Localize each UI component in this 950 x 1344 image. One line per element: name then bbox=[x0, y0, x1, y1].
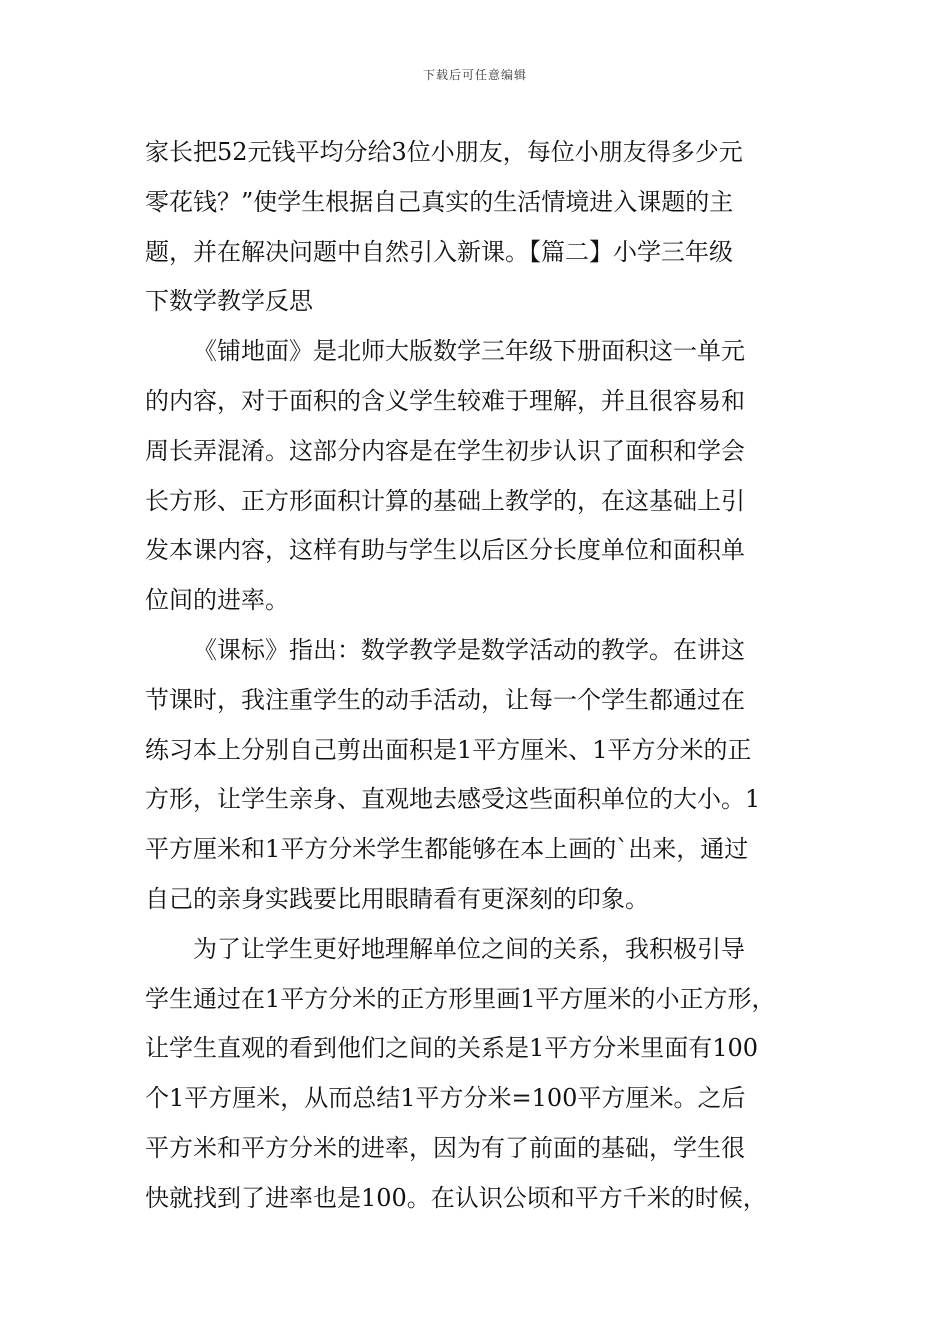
text-line: 《课标》指出：数学教学是数学活动的教学。在讲这 bbox=[193, 635, 745, 664]
text-line: 《铺地面》是北师大版数学三年级下册面积这一单元 bbox=[193, 337, 745, 366]
document-body bbox=[145, 128, 810, 1224]
text-line: 快就找到了进率也是100。在认识公顷和平方千米的时候， bbox=[145, 1183, 767, 1212]
text-line: 位间的进率。 bbox=[145, 586, 289, 615]
text-line: 的内容，对于面积的含义学生较难于理解，并且很容易和 bbox=[145, 386, 745, 415]
text-line: 练习本上分别自己剪出面积是1平方厘米、1平方分米的正 bbox=[145, 735, 752, 764]
text-line: 下数学教学反思 bbox=[145, 287, 313, 316]
text-line: 题，并在解决问题中自然引入新课。【篇二】小学三年级 bbox=[145, 237, 733, 266]
text-line: 节课时，我注重学生的动手活动，让每一个学生都通过在 bbox=[145, 685, 745, 714]
text-line: 零花钱？”使学生根据自己真实的生活情境进入课题的主 bbox=[145, 187, 734, 216]
page-header: 下载后可任意编辑 bbox=[422, 68, 527, 82]
text-line: 自己的亲身实践要比用眼睛看有更深刻的印象。 bbox=[145, 884, 649, 913]
text-line: 家长把52元钱平均分给3位小朋友，每位小朋友得多少元 bbox=[145, 138, 743, 166]
text-line: 让学生直观的看到他们之间的关系是1平方分米里面有100 bbox=[145, 1034, 759, 1063]
text-line: 周长弄混淆。这部分内容是在学生初步认识了面积和学会 bbox=[145, 436, 745, 465]
text-line: 长方形、正方形面积计算的基础上教学的，在这基础上引 bbox=[145, 486, 745, 515]
text-line: 学生通过在1平方分米的正方形里画1平方厘米的小正方形， bbox=[145, 984, 776, 1013]
text-line: 平方米和平方分米的进率，因为有了前面的基础，学生很 bbox=[145, 1133, 745, 1162]
text-line: 个1平方厘米，从而总结1平方分米=100平方厘米。之后 bbox=[145, 1084, 746, 1113]
text-line: 发本课内容，这样有助与学生以后区分长度单位和面积单 bbox=[145, 536, 745, 565]
text-line: 为了让学生更好地理解单位之间的关系，我积极引导 bbox=[193, 934, 745, 963]
text-line: 方形，让学生亲身、直观地去感受这些面积单位的大小。1 bbox=[145, 785, 761, 814]
text-line: 平方厘米和1平方分米学生都能够在本上画的`出来，通过 bbox=[145, 835, 749, 864]
